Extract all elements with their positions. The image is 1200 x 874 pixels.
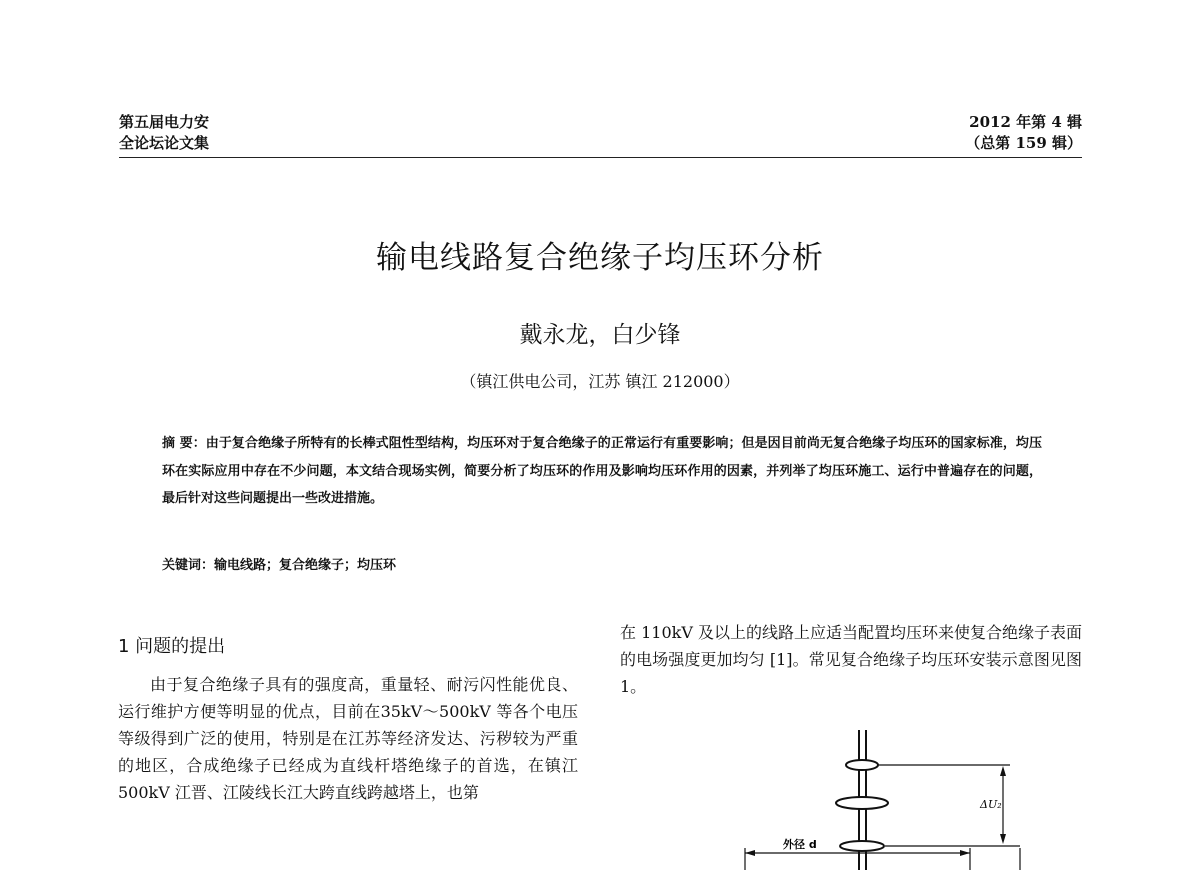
insulator-diagram xyxy=(735,720,1035,870)
running-header-left xyxy=(119,112,209,154)
abstract xyxy=(162,430,1042,513)
header-right-line1: 2012 年第 4 辑 xyxy=(969,113,1082,131)
header-rule xyxy=(119,157,1082,158)
running-header-right xyxy=(965,112,1082,154)
right-column xyxy=(620,619,1082,700)
keywords-text: 输电线路；复合绝缘子；均压环 xyxy=(214,558,397,573)
insulator-figure xyxy=(735,720,1035,870)
right-paragraph: 在 110kV 及以上的线路上应适当配置均压环来使复合绝缘子表面的电场强度更加均匀 [1]。常见复合绝缘子均压环安装示意图见图 1。 xyxy=(620,623,1082,696)
section-paragraph: 由于复合绝缘子具有的强度高，重量轻、耐污闪性能优良、运行维护方便等明显的优点，目前在35kV～500kV 等各个电压等级得到广泛的使用，特别是在江苏等经济发达、污秽较为严重的地区，合成绝缘子已经成为直线杆塔绝缘子的首选，在镇江500kV 江晋、江陵线长江大跨直线跨越塔上，也第 xyxy=(118,675,578,802)
outer-diameter-label: 外径 d xyxy=(783,838,817,851)
abstract-text: 由于复合绝缘子所特有的长棒式阻性型结构，均压环对于复合绝缘子的正常运行有重要影响；但是因目前尚无复合绝缘子均压环的国家标准，均压环在实际应用中存在不少问题，本文结合现场实例，简要分析了均压环的作用及影响均压环作用的因素，并列举了均压环施工、运行中普遍存在的问题，最后针对这些问题提出一些改进措施。 xyxy=(162,436,1042,506)
header-right-line2: （总第 159 辑） xyxy=(965,134,1082,152)
header-left-line2: 全论坛论文集 xyxy=(119,134,210,152)
dimension-label: ΔU₂ xyxy=(980,798,1002,811)
keywords xyxy=(162,556,396,576)
keywords-label: 关键词： xyxy=(162,558,215,573)
paper-title: 输电线路复合绝缘子均压环分析 xyxy=(376,240,824,276)
header-left-line1: 第五届电力安 xyxy=(119,113,210,131)
abstract-label: 摘 要： xyxy=(162,436,206,451)
affiliation: （镇江供电公司，江苏 镇江 212000） xyxy=(460,372,740,391)
left-column xyxy=(118,632,578,806)
section-heading: 1 问题的提出 xyxy=(118,636,226,657)
authors: 戴永龙，白少锋 xyxy=(519,322,681,348)
